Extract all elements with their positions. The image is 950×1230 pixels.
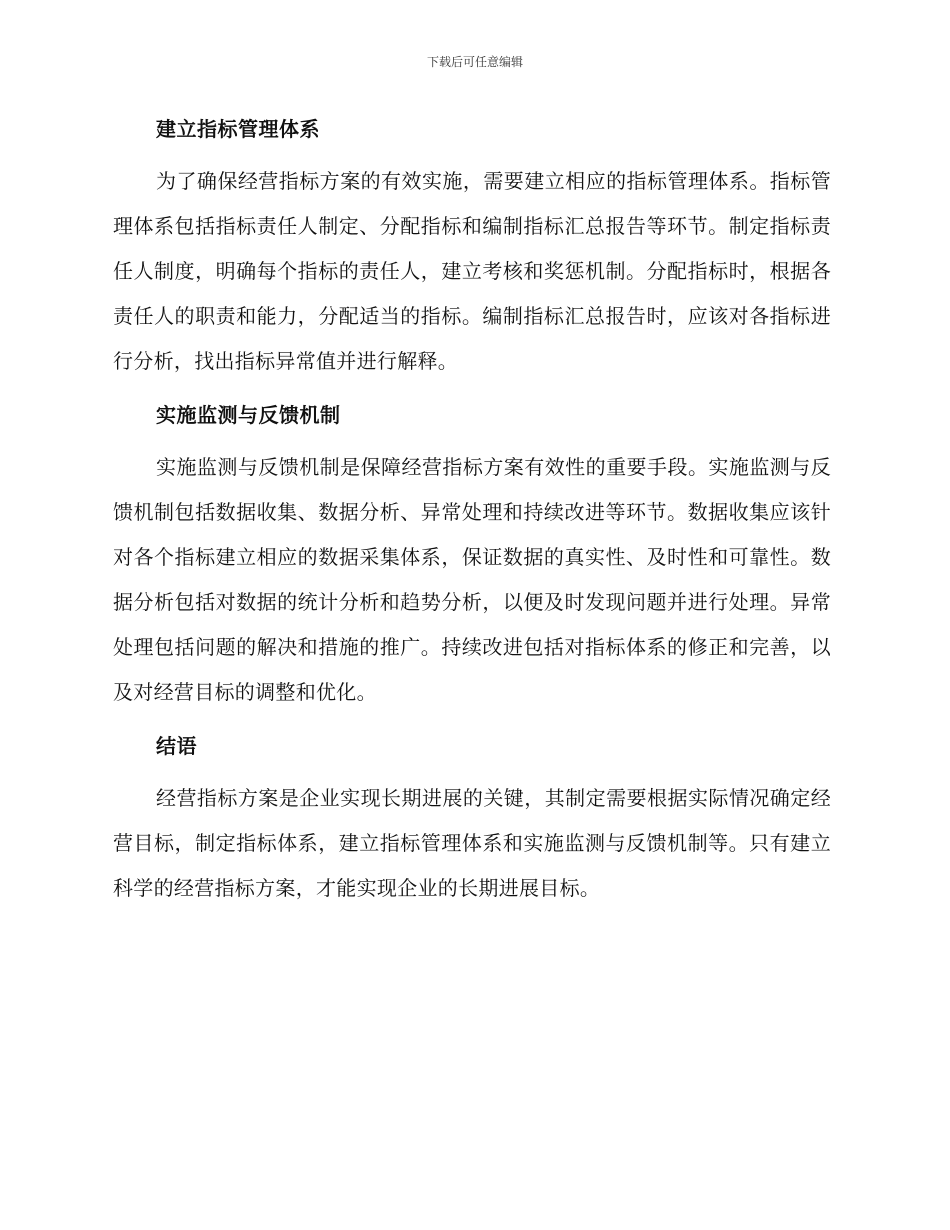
section-indicator-management xyxy=(113,110,831,384)
section-paragraph: 为了确保经营指标方案的有效实施，需要建立相应的指标管理体系。指标管理体系包括指标责任人制定、分配指标和编制指标汇总报告等环节。制定指标责任人制度，明确每个指标的责任人，建立考核和奖惩机制。分配指标时，根据各责任人的职责和能力，分配适当的指标。编制指标汇总报告时，应该对各指标进行分析，找出指标异常值并进行解释。 xyxy=(113,169,831,373)
section-heading: 实施监测与反馈机制 xyxy=(156,403,341,427)
page-header-note: 下载后可任意编辑 xyxy=(426,55,523,69)
section-conclusion xyxy=(113,727,831,911)
section-paragraph: 经营指标方案是企业实现长期进展的关键，其制定需要根据实际情况确定经营目标，制定指标体系，建立指标管理体系和实施监测与反馈机制等。只有建立科学的经营指标方案，才能实现企业的长期进展目标。 xyxy=(113,786,831,900)
document-content xyxy=(113,110,831,923)
section-paragraph: 实施监测与反馈机制是保障经营指标方案有效性的重要手段。实施监测与反馈机制包括数据收集、数据分析、异常处理和持续改进等环节。数据收集应该针对各个指标建立相应的数据采集体系，保证数据的真实性、及时性和可靠性。数据分析包括对数据的统计分析和趋势分析，以便及时发现问题并进行处理。异常处理包括问题的解决和措施的推广。持续改进包括对指标体系的修正和完善，以及对经营目标的调整和优化。 xyxy=(113,455,831,704)
section-heading: 结语 xyxy=(156,734,197,758)
section-heading: 建立指标管理体系 xyxy=(156,117,320,141)
section-monitoring-feedback xyxy=(113,396,831,715)
